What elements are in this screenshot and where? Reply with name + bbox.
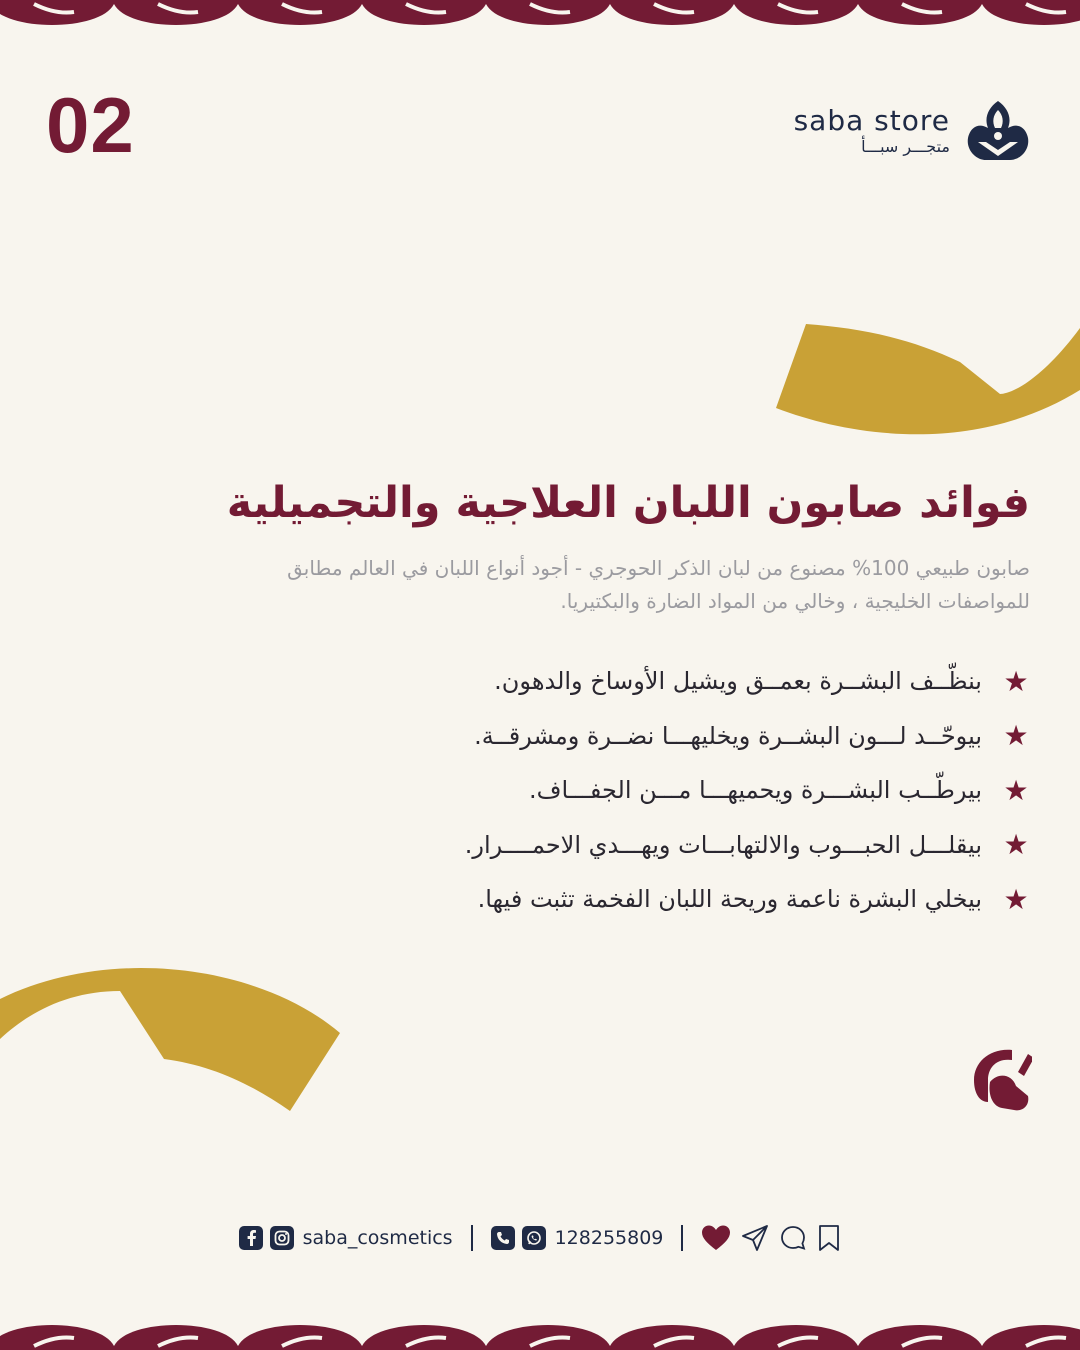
decorative-gold-shape-bottom [0,955,345,1115]
comment-icon[interactable] [779,1224,807,1252]
top-pattern-border [0,0,1080,30]
page-number: 02 [46,81,135,169]
list-item [350,872,1030,927]
social-group [239,1226,453,1250]
decorative-gold-shape-top [770,320,1080,445]
post-actions [701,1224,841,1252]
bottom-pattern-border [0,1320,1080,1350]
star-icon: ★ [1003,719,1029,753]
benefit-text: بنظّــف البشــرة بعمــق ويشيل الأوساخ والدهون. [494,667,982,696]
brand-name-arabic: متجـــر سبـــأ [861,137,950,156]
brand-mark-icon [968,1044,1032,1116]
divider [471,1225,473,1251]
facebook-icon[interactable] [239,1226,263,1250]
phone-number[interactable]: 128255809 [554,1227,664,1249]
contact-group [491,1226,664,1250]
brand-logo [964,98,1032,164]
divider [681,1225,683,1251]
brand-name: saba store [793,104,950,137]
brand [794,98,1032,164]
intro-paragraph: صابون طبيعي 100% مصنوع من لبان الذكر الحوجري - أجود أنواع اللبان في العالم مطابق للمواصفات الخليجية ، وخالي من المواد الضارة والبكتيريا. [287,556,1030,613]
share-icon[interactable] [741,1224,769,1252]
star-icon: ★ [1003,664,1029,698]
benefits-list [350,654,1030,927]
benefit-text: بيوحّــد لـــون البشــرة ويخليهـــا نضــرة ومشرقــة. [474,721,982,750]
heart-icon[interactable] [701,1224,731,1252]
list-item [350,763,1030,818]
benefit-text: بيقلـــل الحبـــوب والالتهابـــات ويهـــدي الاحمــــرار. [464,830,982,859]
benefit-text: بيخلي البشرة ناعمة وريحة اللبان الفخمة تثبت فيها. [477,885,982,914]
footer [0,1218,1080,1258]
bookmark-icon[interactable] [817,1224,841,1252]
instagram-icon[interactable] [270,1226,294,1250]
star-icon: ★ [1003,828,1029,862]
whatsapp-icon[interactable] [522,1226,546,1250]
star-icon: ★ [1003,882,1029,916]
list-item [350,709,1030,764]
list-item [350,818,1030,873]
social-handle[interactable]: saba_cosmetics [302,1227,453,1249]
page-title: فوائد صابون اللبان العلاجية والتجميلية [226,478,1030,528]
list-item [350,654,1030,709]
star-icon: ★ [1003,773,1029,807]
benefit-text: بيرطّــب البشـــرة ويحميهـــا مـــن الجفـــاف. [528,776,982,805]
phone-icon[interactable] [491,1226,515,1250]
